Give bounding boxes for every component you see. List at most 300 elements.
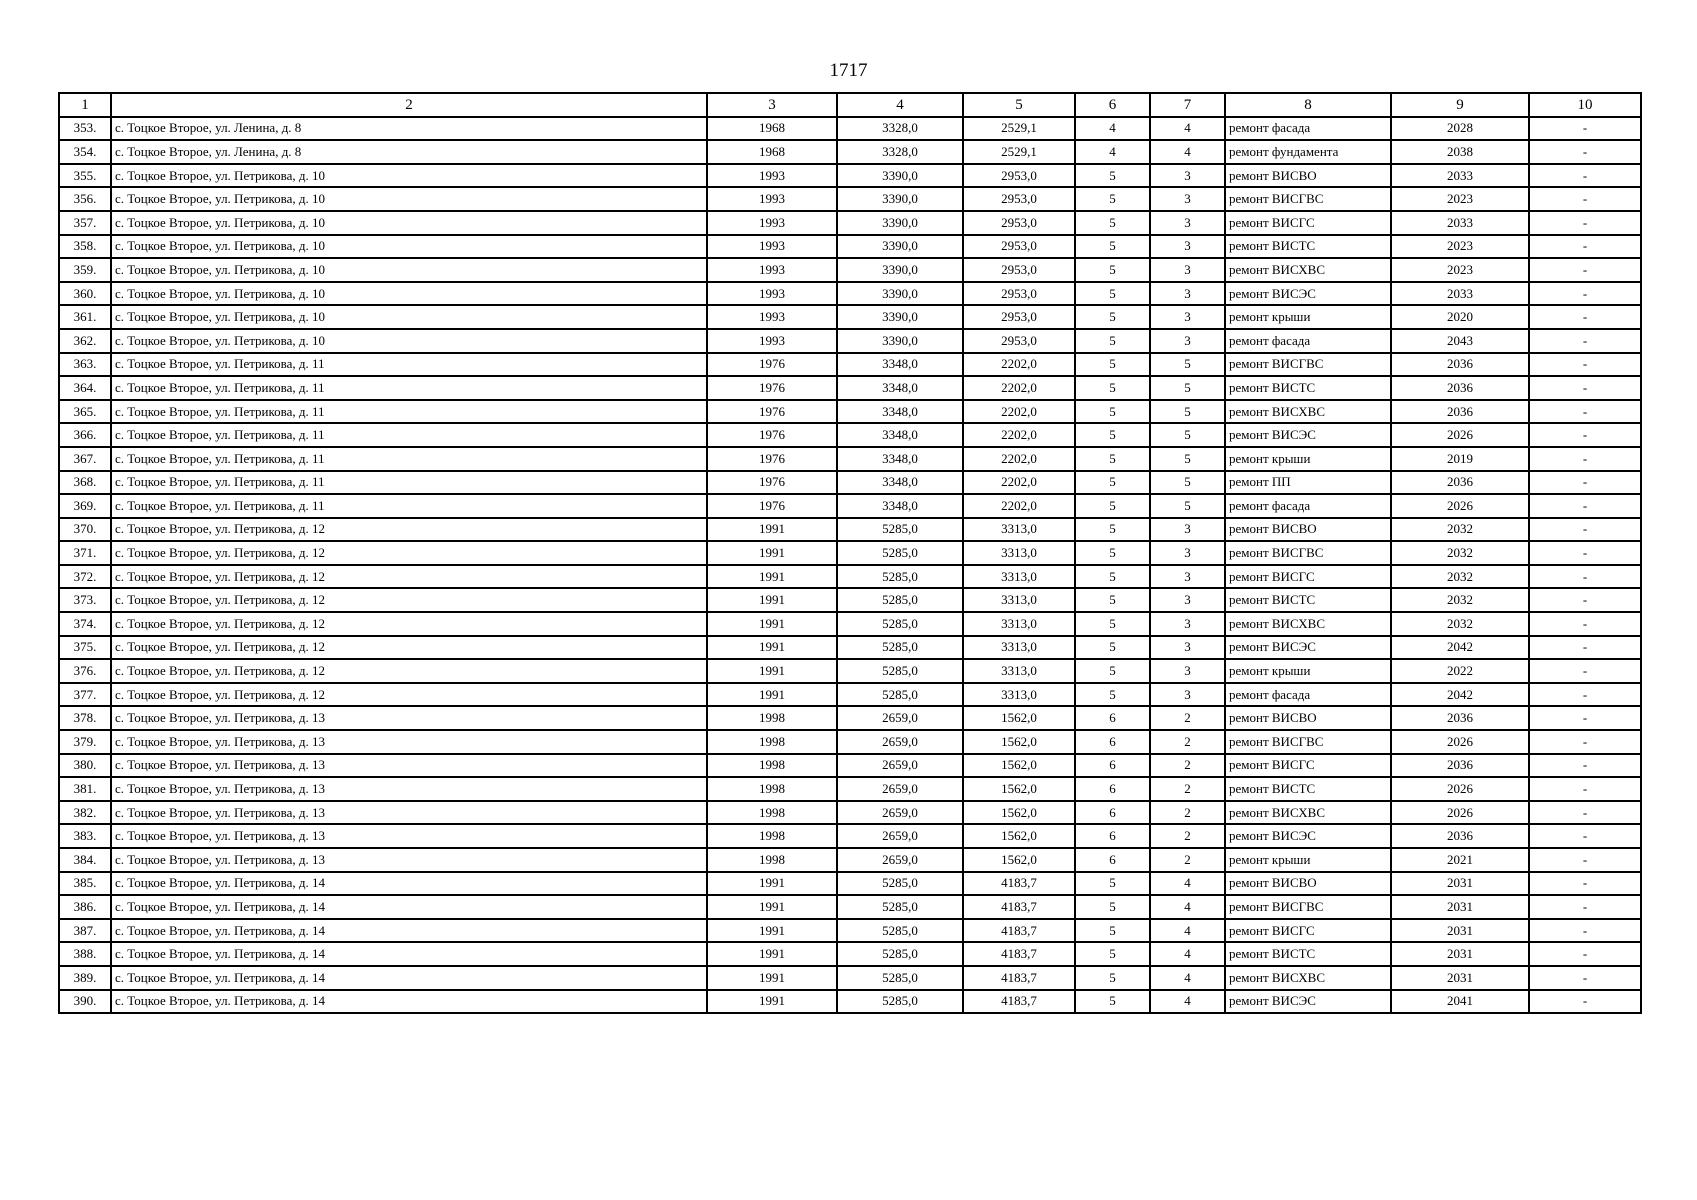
total-area-cell: 3348,0	[837, 471, 963, 495]
year-cell: 1998	[707, 706, 837, 730]
row-number-cell: 373.	[59, 588, 111, 612]
work-type-cell: ремонт ВИСХВС	[1225, 612, 1391, 636]
row-number-cell: 368.	[59, 471, 111, 495]
planned-year-cell: 2023	[1391, 187, 1529, 211]
entrances-cell: 4	[1150, 117, 1225, 141]
planned-year-cell: 2021	[1391, 848, 1529, 872]
entrances-cell: 2	[1150, 824, 1225, 848]
year-cell: 1991	[707, 541, 837, 565]
total-area-cell: 3328,0	[837, 140, 963, 164]
floors-cell: 5	[1075, 211, 1150, 235]
table-row	[59, 777, 1641, 801]
row-number-cell: 377.	[59, 683, 111, 707]
note-cell: -	[1529, 801, 1641, 825]
floors-cell: 5	[1075, 235, 1150, 259]
floors-cell: 5	[1075, 966, 1150, 990]
year-cell: 1998	[707, 824, 837, 848]
planned-year-cell: 2031	[1391, 919, 1529, 943]
table-row	[59, 518, 1641, 542]
floors-cell: 5	[1075, 471, 1150, 495]
work-type-cell: ремонт ВИСВО	[1225, 872, 1391, 896]
planned-year-cell: 2026	[1391, 494, 1529, 518]
floors-cell: 5	[1075, 990, 1150, 1014]
total-area-cell: 2659,0	[837, 777, 963, 801]
note-cell: -	[1529, 258, 1641, 282]
living-area-cell: 2953,0	[963, 211, 1075, 235]
table-row	[59, 919, 1641, 943]
floors-cell: 5	[1075, 447, 1150, 471]
planned-year-cell: 2026	[1391, 801, 1529, 825]
column-header: 3	[707, 93, 837, 117]
entrances-cell: 5	[1150, 447, 1225, 471]
living-area-cell: 1562,0	[963, 848, 1075, 872]
living-area-cell: 2953,0	[963, 258, 1075, 282]
living-area-cell: 3313,0	[963, 659, 1075, 683]
note-cell: -	[1529, 164, 1641, 188]
note-cell: -	[1529, 990, 1641, 1014]
year-cell: 1991	[707, 966, 837, 990]
work-type-cell: ремонт ВИСТС	[1225, 588, 1391, 612]
address-cell: с. Тоцкое Второе, ул. Петрикова, д. 10	[111, 187, 707, 211]
work-type-cell: ремонт ВИСВО	[1225, 164, 1391, 188]
note-cell: -	[1529, 140, 1641, 164]
planned-year-cell: 2032	[1391, 541, 1529, 565]
address-cell: с. Тоцкое Второе, ул. Петрикова, д. 12	[111, 518, 707, 542]
total-area-cell: 3390,0	[837, 258, 963, 282]
floors-cell: 5	[1075, 612, 1150, 636]
planned-year-cell: 2032	[1391, 612, 1529, 636]
year-cell: 1991	[707, 518, 837, 542]
floors-cell: 5	[1075, 518, 1150, 542]
work-type-cell: ремонт ВИСХВС	[1225, 258, 1391, 282]
living-area-cell: 2953,0	[963, 187, 1075, 211]
living-area-cell: 4183,7	[963, 942, 1075, 966]
planned-year-cell: 2042	[1391, 636, 1529, 660]
entrances-cell: 3	[1150, 588, 1225, 612]
year-cell: 1993	[707, 164, 837, 188]
floors-cell: 5	[1075, 895, 1150, 919]
row-number-cell: 364.	[59, 376, 111, 400]
total-area-cell: 5285,0	[837, 872, 963, 896]
living-area-cell: 3313,0	[963, 612, 1075, 636]
entrances-cell: 3	[1150, 636, 1225, 660]
planned-year-cell: 2038	[1391, 140, 1529, 164]
entrances-cell: 5	[1150, 353, 1225, 377]
table-row	[59, 636, 1641, 660]
year-cell: 1991	[707, 659, 837, 683]
note-cell: -	[1529, 919, 1641, 943]
work-type-cell: ремонт ВИСВО	[1225, 518, 1391, 542]
column-header: 4	[837, 93, 963, 117]
year-cell: 1976	[707, 400, 837, 424]
address-cell: с. Тоцкое Второе, ул. Петрикова, д. 11	[111, 400, 707, 424]
living-area-cell: 2953,0	[963, 329, 1075, 353]
work-type-cell: ремонт ВИСГС	[1225, 919, 1391, 943]
planned-year-cell: 2033	[1391, 282, 1529, 306]
address-cell: с. Тоцкое Второе, ул. Петрикова, д. 11	[111, 494, 707, 518]
note-cell: -	[1529, 659, 1641, 683]
total-area-cell: 5285,0	[837, 895, 963, 919]
work-type-cell: ремонт ВИСХВС	[1225, 400, 1391, 424]
living-area-cell: 2202,0	[963, 400, 1075, 424]
year-cell: 1993	[707, 282, 837, 306]
planned-year-cell: 2033	[1391, 164, 1529, 188]
total-area-cell: 3348,0	[837, 447, 963, 471]
note-cell: -	[1529, 282, 1641, 306]
floors-cell: 5	[1075, 376, 1150, 400]
note-cell: -	[1529, 754, 1641, 778]
table-row	[59, 541, 1641, 565]
total-area-cell: 5285,0	[837, 612, 963, 636]
table-row	[59, 754, 1641, 778]
floors-cell: 6	[1075, 777, 1150, 801]
total-area-cell: 3390,0	[837, 282, 963, 306]
living-area-cell: 4183,7	[963, 895, 1075, 919]
living-area-cell: 2202,0	[963, 471, 1075, 495]
row-number-cell: 363.	[59, 353, 111, 377]
floors-cell: 5	[1075, 329, 1150, 353]
entrances-cell: 4	[1150, 919, 1225, 943]
floors-cell: 5	[1075, 588, 1150, 612]
table-row	[59, 211, 1641, 235]
total-area-cell: 2659,0	[837, 706, 963, 730]
table-row	[59, 730, 1641, 754]
living-area-cell: 1562,0	[963, 754, 1075, 778]
total-area-cell: 3390,0	[837, 305, 963, 329]
work-type-cell: ремонт ВИСТС	[1225, 235, 1391, 259]
row-number-cell: 376.	[59, 659, 111, 683]
work-type-cell: ремонт фасада	[1225, 329, 1391, 353]
address-cell: с. Тоцкое Второе, ул. Петрикова, д. 13	[111, 730, 707, 754]
living-area-cell: 3313,0	[963, 565, 1075, 589]
note-cell: -	[1529, 518, 1641, 542]
note-cell: -	[1529, 683, 1641, 707]
year-cell: 1998	[707, 730, 837, 754]
planned-year-cell: 2041	[1391, 990, 1529, 1014]
total-area-cell: 5285,0	[837, 636, 963, 660]
planned-year-cell: 2028	[1391, 117, 1529, 141]
table-row	[59, 683, 1641, 707]
work-type-cell: ремонт ВИСГС	[1225, 211, 1391, 235]
note-cell: -	[1529, 423, 1641, 447]
address-cell: с. Тоцкое Второе, ул. Петрикова, д. 11	[111, 423, 707, 447]
table-row	[59, 353, 1641, 377]
living-area-cell: 1562,0	[963, 801, 1075, 825]
table-row	[59, 447, 1641, 471]
row-number-cell: 353.	[59, 117, 111, 141]
row-number-cell: 369.	[59, 494, 111, 518]
note-cell: -	[1529, 471, 1641, 495]
year-cell: 1991	[707, 683, 837, 707]
year-cell: 1991	[707, 636, 837, 660]
column-header: 2	[111, 93, 707, 117]
column-header: 7	[1150, 93, 1225, 117]
table-body	[59, 117, 1641, 1014]
table-row	[59, 117, 1641, 141]
row-number-cell: 367.	[59, 447, 111, 471]
living-area-cell: 3313,0	[963, 541, 1075, 565]
entrances-cell: 4	[1150, 872, 1225, 896]
table-row	[59, 187, 1641, 211]
table-row	[59, 565, 1641, 589]
year-cell: 1968	[707, 140, 837, 164]
entrances-cell: 2	[1150, 754, 1225, 778]
living-area-cell: 3313,0	[963, 636, 1075, 660]
total-area-cell: 5285,0	[837, 966, 963, 990]
planned-year-cell: 2026	[1391, 777, 1529, 801]
table-row	[59, 612, 1641, 636]
planned-year-cell: 2026	[1391, 730, 1529, 754]
year-cell: 1991	[707, 895, 837, 919]
address-cell: с. Тоцкое Второе, ул. Петрикова, д. 11	[111, 447, 707, 471]
address-cell: с. Тоцкое Второе, ул. Петрикова, д. 11	[111, 353, 707, 377]
total-area-cell: 5285,0	[837, 659, 963, 683]
living-area-cell: 1562,0	[963, 706, 1075, 730]
note-cell: -	[1529, 777, 1641, 801]
living-area-cell: 4183,7	[963, 919, 1075, 943]
total-area-cell: 5285,0	[837, 565, 963, 589]
total-area-cell: 3348,0	[837, 494, 963, 518]
address-cell: с. Тоцкое Второе, ул. Петрикова, д. 10	[111, 305, 707, 329]
planned-year-cell: 2031	[1391, 872, 1529, 896]
living-area-cell: 2202,0	[963, 376, 1075, 400]
row-number-cell: 372.	[59, 565, 111, 589]
row-number-cell: 360.	[59, 282, 111, 306]
note-cell: -	[1529, 494, 1641, 518]
work-type-cell: ремонт ВИСГВС	[1225, 187, 1391, 211]
year-cell: 1976	[707, 471, 837, 495]
note-cell: -	[1529, 117, 1641, 141]
table-row	[59, 376, 1641, 400]
year-cell: 1976	[707, 353, 837, 377]
total-area-cell: 2659,0	[837, 754, 963, 778]
year-cell: 1998	[707, 777, 837, 801]
planned-year-cell: 2032	[1391, 518, 1529, 542]
row-number-cell: 378.	[59, 706, 111, 730]
work-type-cell: ремонт ВИСХВС	[1225, 966, 1391, 990]
column-header: 1	[59, 93, 111, 117]
address-cell: с. Тоцкое Второе, ул. Петрикова, д. 14	[111, 942, 707, 966]
entrances-cell: 3	[1150, 565, 1225, 589]
total-area-cell: 3390,0	[837, 211, 963, 235]
table-row	[59, 494, 1641, 518]
work-type-cell: ремонт ВИСГВС	[1225, 730, 1391, 754]
living-area-cell: 4183,7	[963, 966, 1075, 990]
planned-year-cell: 2031	[1391, 966, 1529, 990]
row-number-cell: 362.	[59, 329, 111, 353]
address-cell: с. Тоцкое Второе, ул. Петрикова, д. 13	[111, 801, 707, 825]
floors-cell: 4	[1075, 117, 1150, 141]
row-number-cell: 389.	[59, 966, 111, 990]
note-cell: -	[1529, 447, 1641, 471]
work-type-cell: ремонт ВИСЭС	[1225, 990, 1391, 1014]
total-area-cell: 3348,0	[837, 423, 963, 447]
work-type-cell: ремонт крыши	[1225, 447, 1391, 471]
address-cell: с. Тоцкое Второе, ул. Петрикова, д. 13	[111, 824, 707, 848]
work-type-cell: ремонт ВИСТС	[1225, 942, 1391, 966]
column-header: 10	[1529, 93, 1641, 117]
living-area-cell: 4183,7	[963, 990, 1075, 1014]
year-cell: 1976	[707, 423, 837, 447]
address-cell: с. Тоцкое Второе, ул. Петрикова, д. 10	[111, 329, 707, 353]
total-area-cell: 3328,0	[837, 117, 963, 141]
table-row	[59, 895, 1641, 919]
entrances-cell: 3	[1150, 329, 1225, 353]
entrances-cell: 2	[1150, 801, 1225, 825]
year-cell: 1976	[707, 494, 837, 518]
entrances-cell: 4	[1150, 895, 1225, 919]
address-cell: с. Тоцкое Второе, ул. Петрикова, д. 11	[111, 376, 707, 400]
planned-year-cell: 2026	[1391, 423, 1529, 447]
address-cell: с. Тоцкое Второе, ул. Петрикова, д. 14	[111, 966, 707, 990]
address-cell: с. Тоцкое Второе, ул. Петрикова, д. 14	[111, 872, 707, 896]
entrances-cell: 3	[1150, 659, 1225, 683]
planned-year-cell: 2020	[1391, 305, 1529, 329]
living-area-cell: 4183,7	[963, 872, 1075, 896]
planned-year-cell: 2036	[1391, 754, 1529, 778]
address-cell: с. Тоцкое Второе, ул. Петрикова, д. 12	[111, 659, 707, 683]
planned-year-cell: 2042	[1391, 683, 1529, 707]
year-cell: 1993	[707, 187, 837, 211]
table-row	[59, 872, 1641, 896]
living-area-cell: 3313,0	[963, 588, 1075, 612]
address-cell: с. Тоцкое Второе, ул. Петрикова, д. 14	[111, 895, 707, 919]
table-header-row	[59, 93, 1641, 117]
planned-year-cell: 2036	[1391, 471, 1529, 495]
address-cell: с. Тоцкое Второе, ул. Петрикова, д. 11	[111, 471, 707, 495]
table-row	[59, 990, 1641, 1014]
address-cell: с. Тоцкое Второе, ул. Петрикова, д. 13	[111, 706, 707, 730]
row-number-cell: 357.	[59, 211, 111, 235]
row-number-cell: 354.	[59, 140, 111, 164]
note-cell: -	[1529, 872, 1641, 896]
entrances-cell: 3	[1150, 612, 1225, 636]
note-cell: -	[1529, 848, 1641, 872]
floors-cell: 5	[1075, 919, 1150, 943]
planned-year-cell: 2036	[1391, 376, 1529, 400]
row-number-cell: 358.	[59, 235, 111, 259]
row-number-cell: 380.	[59, 754, 111, 778]
row-number-cell: 359.	[59, 258, 111, 282]
table-row	[59, 329, 1641, 353]
address-cell: с. Тоцкое Второе, ул. Петрикова, д. 13	[111, 777, 707, 801]
total-area-cell: 3348,0	[837, 400, 963, 424]
entrances-cell: 2	[1150, 777, 1225, 801]
living-area-cell: 3313,0	[963, 518, 1075, 542]
table-row	[59, 235, 1641, 259]
living-area-cell: 1562,0	[963, 824, 1075, 848]
work-type-cell: ремонт ВИСЭС	[1225, 423, 1391, 447]
note-cell: -	[1529, 235, 1641, 259]
work-type-cell: ремонт ВИСГВС	[1225, 541, 1391, 565]
entrances-cell: 3	[1150, 187, 1225, 211]
entrances-cell: 4	[1150, 140, 1225, 164]
total-area-cell: 2659,0	[837, 824, 963, 848]
year-cell: 1993	[707, 235, 837, 259]
repair-schedule-table	[58, 92, 1642, 1014]
work-type-cell: ремонт ВИСГС	[1225, 565, 1391, 589]
year-cell: 1998	[707, 754, 837, 778]
planned-year-cell: 2031	[1391, 942, 1529, 966]
floors-cell: 4	[1075, 140, 1150, 164]
note-cell: -	[1529, 353, 1641, 377]
row-number-cell: 387.	[59, 919, 111, 943]
planned-year-cell: 2032	[1391, 588, 1529, 612]
planned-year-cell: 2032	[1391, 565, 1529, 589]
row-number-cell: 365.	[59, 400, 111, 424]
address-cell: с. Тоцкое Второе, ул. Петрикова, д. 13	[111, 848, 707, 872]
work-type-cell: ремонт крыши	[1225, 659, 1391, 683]
table-row	[59, 400, 1641, 424]
table-row	[59, 824, 1641, 848]
note-cell: -	[1529, 966, 1641, 990]
planned-year-cell: 2036	[1391, 400, 1529, 424]
table-row	[59, 801, 1641, 825]
work-type-cell: ремонт ВИСЭС	[1225, 824, 1391, 848]
living-area-cell: 2953,0	[963, 305, 1075, 329]
row-number-cell: 371.	[59, 541, 111, 565]
total-area-cell: 3390,0	[837, 329, 963, 353]
planned-year-cell: 2023	[1391, 258, 1529, 282]
floors-cell: 5	[1075, 282, 1150, 306]
floors-cell: 6	[1075, 730, 1150, 754]
row-number-cell: 383.	[59, 824, 111, 848]
entrances-cell: 3	[1150, 282, 1225, 306]
total-area-cell: 2659,0	[837, 801, 963, 825]
table-row	[59, 140, 1641, 164]
total-area-cell: 5285,0	[837, 683, 963, 707]
address-cell: с. Тоцкое Второе, ул. Петрикова, д. 14	[111, 919, 707, 943]
floors-cell: 5	[1075, 353, 1150, 377]
floors-cell: 5	[1075, 258, 1150, 282]
table-row	[59, 942, 1641, 966]
address-cell: с. Тоцкое Второе, ул. Петрикова, д. 10	[111, 164, 707, 188]
address-cell: с. Тоцкое Второе, ул. Петрикова, д. 12	[111, 612, 707, 636]
living-area-cell: 2529,1	[963, 140, 1075, 164]
row-number-cell: 370.	[59, 518, 111, 542]
column-header: 9	[1391, 93, 1529, 117]
total-area-cell: 3348,0	[837, 376, 963, 400]
row-number-cell: 374.	[59, 612, 111, 636]
floors-cell: 5	[1075, 636, 1150, 660]
work-type-cell: ремонт ВИСГВС	[1225, 353, 1391, 377]
address-cell: с. Тоцкое Второе, ул. Петрикова, д. 12	[111, 683, 707, 707]
note-cell: -	[1529, 400, 1641, 424]
table-row	[59, 282, 1641, 306]
row-number-cell: 355.	[59, 164, 111, 188]
floors-cell: 5	[1075, 400, 1150, 424]
floors-cell: 5	[1075, 187, 1150, 211]
living-area-cell: 1562,0	[963, 777, 1075, 801]
year-cell: 1991	[707, 990, 837, 1014]
work-type-cell: ремонт ВИСГВС	[1225, 895, 1391, 919]
row-number-cell: 382.	[59, 801, 111, 825]
entrances-cell: 4	[1150, 990, 1225, 1014]
note-cell: -	[1529, 305, 1641, 329]
living-area-cell: 2202,0	[963, 423, 1075, 447]
row-number-cell: 361.	[59, 305, 111, 329]
work-type-cell: ремонт фасада	[1225, 117, 1391, 141]
year-cell: 1991	[707, 588, 837, 612]
work-type-cell: ремонт ВИСТС	[1225, 376, 1391, 400]
column-header: 6	[1075, 93, 1150, 117]
entrances-cell: 2	[1150, 848, 1225, 872]
planned-year-cell: 2033	[1391, 211, 1529, 235]
address-cell: с. Тоцкое Второе, ул. Петрикова, д. 10	[111, 282, 707, 306]
entrances-cell: 4	[1150, 942, 1225, 966]
year-cell: 1993	[707, 258, 837, 282]
entrances-cell: 5	[1150, 494, 1225, 518]
